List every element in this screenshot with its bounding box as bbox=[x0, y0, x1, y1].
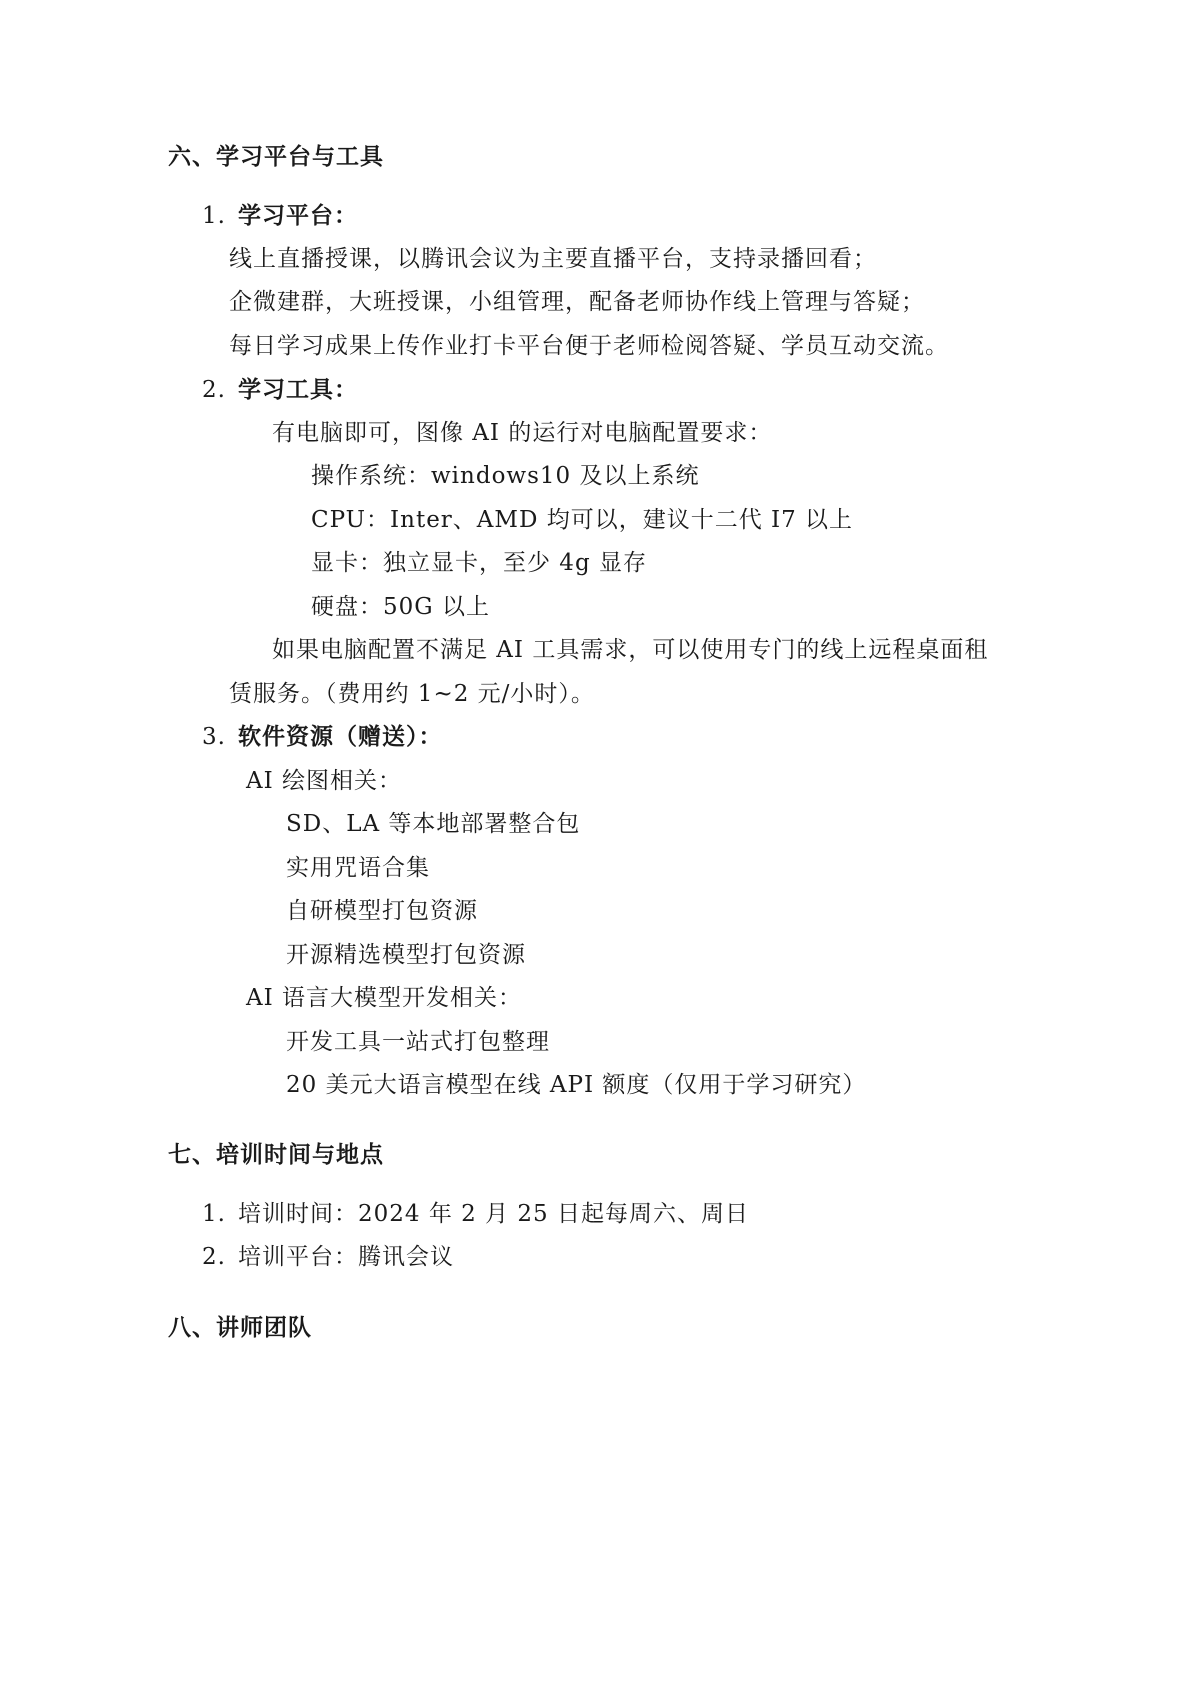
schedule-item-text: 培训平台：腾讯会议 bbox=[238, 1244, 454, 1270]
platform-line-2: 企微建群，大班授课，小组管理，配备老师协作线上管理与答疑； bbox=[229, 289, 925, 315]
section-6-heading: 六、学习平台与工具 bbox=[168, 144, 384, 170]
subsection-3-number: 3. bbox=[202, 724, 226, 750]
ai-drawing-item: 开源精选模型打包资源 bbox=[286, 942, 526, 968]
schedule-item-number: 1. bbox=[202, 1201, 226, 1227]
subsection-3-heading bbox=[202, 722, 443, 752]
platform-line-3: 每日学习成果上传作业打卡平台便于老师检阅答疑、学员互动交流。 bbox=[229, 333, 949, 359]
ai-llm-group-title: AI 语言大模型开发相关： bbox=[246, 985, 523, 1011]
schedule-item bbox=[202, 1199, 749, 1229]
schedule-item bbox=[202, 1242, 454, 1272]
ai-drawing-item: 自研模型打包资源 bbox=[286, 898, 478, 924]
subsection-3-title: 软件资源（赠送）： bbox=[238, 724, 443, 750]
requirement-disk: 硬盘：50G 以上 bbox=[311, 594, 490, 620]
requirement-gpu: 显卡：独立显卡，至少 4g 显存 bbox=[311, 550, 647, 576]
ai-drawing-group-title: AI 绘图相关： bbox=[246, 768, 403, 794]
ai-llm-item: 开发工具一站式打包整理 bbox=[286, 1029, 550, 1055]
requirement-cpu: CPU：Inter、AMD 均可以，建议十二代 I7 以上 bbox=[311, 507, 854, 533]
subsection-1-number: 1. bbox=[202, 203, 226, 229]
subsection-2-heading bbox=[202, 375, 358, 405]
subsection-2-number: 2. bbox=[202, 377, 226, 403]
rental-note-line-1: 如果电脑配置不满足 AI 工具需求，可以使用专门的线上远程桌面租 bbox=[272, 637, 989, 663]
platform-line-1: 线上直播授课，以腾讯会议为主要直播平台，支持录播回看； bbox=[229, 246, 877, 272]
schedule-item-number: 2. bbox=[202, 1244, 226, 1270]
rental-note-line-2: 赁服务。（费用约 1~2 元/小时）。 bbox=[229, 681, 595, 707]
subsection-1-title: 学习平台： bbox=[238, 203, 358, 229]
schedule-item-text: 培训时间：2024 年 2 月 25 日起每周六、周日 bbox=[238, 1201, 749, 1227]
subsection-2-title: 学习工具： bbox=[238, 377, 358, 403]
ai-drawing-item: 实用咒语合集 bbox=[286, 855, 430, 881]
requirement-os: 操作系统：windows10 及以上系统 bbox=[311, 463, 700, 489]
ai-llm-item: 20 美元大语言模型在线 API 额度（仅用于学习研究） bbox=[286, 1072, 867, 1098]
section-7-heading: 七、培训时间与地点 bbox=[168, 1142, 384, 1168]
tools-intro: 有电脑即可，图像 AI 的运行对电脑配置要求： bbox=[272, 420, 773, 446]
ai-drawing-item: SD、LA 等本地部署整合包 bbox=[286, 811, 581, 837]
subsection-1-heading bbox=[202, 201, 358, 231]
section-8-heading: 八、讲师团队 bbox=[168, 1315, 312, 1341]
